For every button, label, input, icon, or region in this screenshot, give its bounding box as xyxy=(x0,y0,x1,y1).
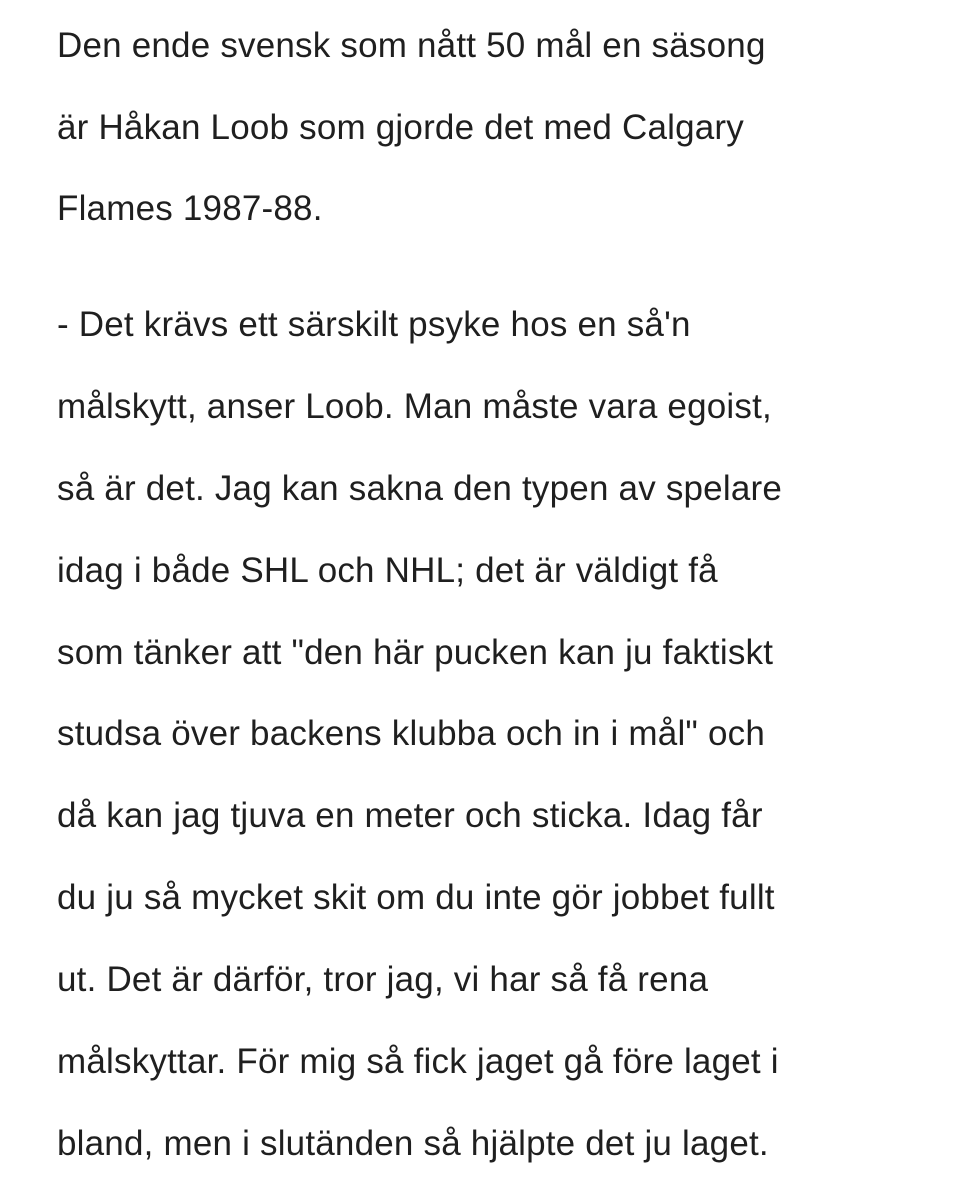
text-line: Den ende svensk som nått 50 mål en säsong xyxy=(57,26,766,65)
text-line: så är det. Jag kan sakna den typen av spelare xyxy=(57,469,783,508)
text-line: du ju så mycket skit om du inte gör jobbet fullt xyxy=(57,878,775,917)
text-line: då kan jag tjuva en meter och sticka. Idag får xyxy=(57,796,763,835)
text-line: målskytt, anser Loob. Man måste vara egoist, xyxy=(57,387,772,426)
text-line: - Det krävs ett särskilt psyke hos en så'n xyxy=(57,305,691,344)
text-line: är Håkan Loob som gjorde det med Calgary xyxy=(57,108,744,147)
text-line: som tänker att "den här pucken kan ju faktiskt xyxy=(57,633,774,672)
text-line: ut. Det är därför, tror jag, vi har så få rena xyxy=(57,960,709,999)
text-line: idag i både SHL och NHL; det är väldigt få xyxy=(57,551,718,590)
text-line: Flames 1987-88. xyxy=(57,189,323,228)
text-line: studsa över backens klubba och in i mål" och xyxy=(57,714,765,753)
text-line: målskyttar. För mig så fick jaget gå före laget i xyxy=(57,1042,779,1081)
text-line: bland, men i slutänden så hjälpte det ju laget. xyxy=(57,1124,769,1163)
